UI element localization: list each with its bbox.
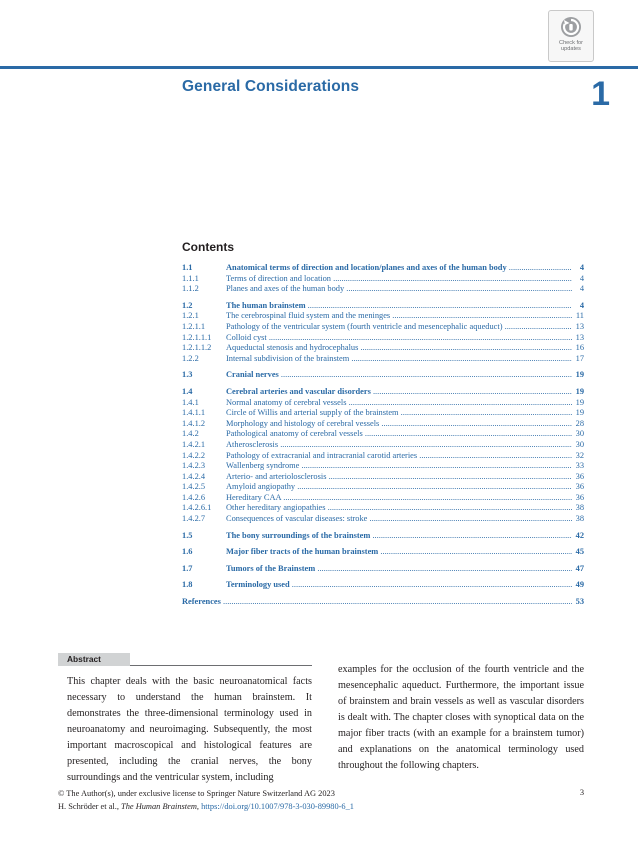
toc-entry-title: Planes and axes of the human body ..... <box>226 284 572 295</box>
toc-entry-page: 19 <box>575 370 584 380</box>
toc-entry[interactable] <box>182 322 584 333</box>
toc-entry-page: 4 <box>579 284 584 294</box>
toc-entry-page: 4 <box>579 300 584 310</box>
toc-entry-number: 1.3 <box>182 370 193 380</box>
toc-entry-title: Wallenberg syndrome ..... <box>226 461 572 472</box>
toc-entry-number: 1.1 <box>182 263 193 272</box>
toc-entry[interactable] <box>182 311 584 322</box>
check-updates-icon <box>560 16 582 38</box>
toc-entry-title: Aqueductal stenosis and hydrocephalus ..... <box>226 343 572 354</box>
table-of-contents <box>182 263 584 608</box>
toc-entry-number: 1.4.1 <box>182 397 199 407</box>
toc-entry-page: 19 <box>575 397 584 407</box>
badge-label-1: Check for <box>559 40 583 46</box>
toc-entry[interactable] <box>182 408 584 419</box>
toc-entry-number: 1.4.2.4 <box>182 471 206 481</box>
toc-entry[interactable] <box>182 451 584 462</box>
toc-entry-number: 1.2.2 <box>182 353 199 363</box>
toc-entry-title: Morphology and histology of cerebral vessels ..... <box>226 419 572 430</box>
toc-entry-title: Terms of direction and location ..... <box>226 274 572 285</box>
abstract-text-left: This chapter deals with the basic neuroanatomical facts necessary to understand the human brainstem. It demonstrates the three-dimensional terminology used in neuroanatomy and neuroimaging. Subsequently, the most important macroscopical and histological features are presented, including the cranial nerves, the bony surroundings and the ventricular system, including <box>67 676 312 783</box>
toc-entry[interactable] <box>182 343 584 354</box>
toc-entry-title: Amyloid angiopathy ..... <box>226 482 572 493</box>
badge-label-2: updates <box>561 46 581 53</box>
toc-entry[interactable] <box>182 597 584 608</box>
toc-entry-page: 16 <box>575 343 584 353</box>
footer-authors: H. Schröder et al., <box>58 801 119 811</box>
toc-entry[interactable] <box>182 429 584 440</box>
footer-citation <box>58 788 354 813</box>
toc-entry-number: 1.5 <box>182 530 193 540</box>
toc-entry[interactable] <box>182 564 584 575</box>
chapter-number: 1 <box>591 75 610 113</box>
toc-entry-page: 13 <box>575 321 584 331</box>
toc-entry-page: 4 <box>579 273 584 283</box>
abstract-text-right: examples for the occlusion of the fourth ventricle and the mesencephalic aqueduct. Furthermore, the important issue of brainstem and brain vessels as well as vascular disorders is dealt with. The chapter closes with synoptical data on the major fiber tracts (with an example for a brainstem tumor) and explanations on the anatomical terminology used throughout the following chapters. <box>338 664 584 771</box>
toc-entry-title: Circle of Willis and arterial supply of the brainstem ..... <box>226 408 572 419</box>
toc-entry-title: Other hereditary angiopathies ..... <box>226 503 572 514</box>
toc-entry-number: 1.4.2 <box>182 429 199 439</box>
toc-entry-number: 1.4.2.3 <box>182 461 206 471</box>
toc-entry-page: 30 <box>575 439 584 449</box>
toc-entry-number: 1.2.1.1.2 <box>182 343 212 353</box>
toc-entry-title: The cerebrospinal fluid system and the meninges ..... <box>226 311 572 322</box>
toc-entry-page: 11 <box>575 311 584 321</box>
abstract-label: Abstract <box>58 653 130 666</box>
toc-entry-page: 30 <box>575 429 584 439</box>
toc-entry[interactable] <box>182 301 584 312</box>
toc-entry[interactable] <box>182 370 584 381</box>
abstract-header <box>58 653 312 666</box>
toc-entry-number: 1.2 <box>182 300 193 310</box>
footer-doi-link[interactable]: https://doi.org/10.1007/978-3-030-89980-6_1 <box>201 801 354 811</box>
toc-entry-number: 1.4.2.1 <box>182 439 206 449</box>
toc-entry-title: Normal anatomy of cerebral vessels ..... <box>226 398 572 409</box>
toc-entry-page: 36 <box>575 482 584 492</box>
toc-entry-number: 1.4.2.6.1 <box>182 503 212 513</box>
toc-entry-number: 1.4.2.7 <box>182 514 206 524</box>
toc-entry[interactable] <box>182 419 584 430</box>
toc-entry-number: 1.4.1.1 <box>182 408 206 418</box>
toc-entry-page: 19 <box>575 408 584 418</box>
toc-entry-page: 19 <box>575 386 584 396</box>
toc-entry-number: 1.1.1 <box>182 273 199 283</box>
footer-book-title: The Human Brainstem <box>121 801 197 811</box>
toc-entry-number: 1.4.2.5 <box>182 482 206 492</box>
toc-entry-number: 1.8 <box>182 580 193 590</box>
toc-entry-title: Colloid cyst ..... <box>226 333 572 344</box>
toc-entry[interactable] <box>182 440 584 451</box>
toc-entry-page: 38 <box>575 514 584 524</box>
toc-entry-page: 13 <box>575 332 584 342</box>
toc-entry-page: 45 <box>575 547 584 557</box>
toc-entry-title: Anatomical terms of direction and location/planes and axes of the human body ..... <box>226 263 572 274</box>
toc-entry-title: Pathological anatomy of cerebral vessels ..... <box>226 429 572 440</box>
toc-entry-number: 1.1.2 <box>182 284 199 294</box>
toc-entry-page: 36 <box>575 471 584 481</box>
toc-entry-title: Arterio- and arteriolosclerosis ..... <box>226 472 572 483</box>
check-for-updates-badge[interactable] <box>548 10 594 62</box>
toc-entry-title: Hereditary CAA ..... <box>226 493 572 504</box>
toc-entry-title: The human brainstem ..... <box>226 301 572 312</box>
toc-entry-page: 32 <box>575 450 584 460</box>
toc-entry[interactable] <box>182 461 584 472</box>
toc-entry-number: 1.7 <box>182 563 193 573</box>
footer-copyright: © The Author(s), under exclusive license to Springer Nature Switzerland AG 2023 <box>58 789 335 798</box>
toc-entry-title: Pathology of the ventricular system (fourth ventricle and mesencephalic aqueduct) ..... <box>226 322 572 333</box>
toc-entry-title: Atherosclerosis ..... <box>226 440 572 451</box>
toc-entry-title: Cranial nerves ..... <box>226 370 572 381</box>
toc-entry[interactable] <box>182 354 584 365</box>
toc-entry-number: 1.4.2.6 <box>182 492 206 502</box>
toc-entry-page: 49 <box>575 580 584 590</box>
toc-entry[interactable] <box>182 547 584 558</box>
toc-entry-title: Internal subdivision of the brainstem ..... <box>226 354 572 365</box>
toc-entry[interactable] <box>182 493 584 504</box>
toc-entry-number: 1.4.1.2 <box>182 418 206 428</box>
toc-entry[interactable] <box>182 274 584 285</box>
toc-entry-title: Major fiber tracts of the human brainstem ..... <box>226 547 572 558</box>
footer-reference: H. Schröder et al., The Human Brainstem, https://doi.org/10.1007/978-3-030-89980-6_1 <box>58 801 354 811</box>
toc-entry-page: 36 <box>575 492 584 502</box>
toc-entry-page: 38 <box>575 503 584 513</box>
toc-entry-title: Terminology used ..... <box>226 580 572 591</box>
toc-entry-number: 1.4.2.2 <box>182 450 206 460</box>
toc-entry-page: 4 <box>579 263 584 272</box>
toc-entry[interactable] <box>182 503 584 514</box>
toc-entry-title: References ..... <box>182 597 572 608</box>
toc-entry-title: Pathology of extracranial and intracranial carotid arteries ..... <box>226 451 572 462</box>
toc-entry[interactable] <box>182 398 584 409</box>
toc-entry-title: Consequences of vascular diseases: stroke ..... <box>226 514 572 525</box>
toc-entry-number: 1.2.1.1 <box>182 321 206 331</box>
toc-entry-page: 53 <box>575 597 584 607</box>
toc-entry[interactable] <box>182 482 584 493</box>
toc-entry[interactable] <box>182 387 584 398</box>
toc-entry-title: The bony surroundings of the brainstem ..... <box>226 531 572 542</box>
toc-entry[interactable] <box>182 580 584 591</box>
toc-entry-title: Cerebral arteries and vascular disorders ..... <box>226 387 572 398</box>
toc-entry-page: 17 <box>575 353 584 363</box>
header-rule <box>0 66 638 69</box>
toc-entry-page: 33 <box>575 461 584 471</box>
toc-entry-number: 1.4 <box>182 386 193 396</box>
toc-entry[interactable] <box>182 531 584 542</box>
toc-entry[interactable] <box>182 472 584 483</box>
toc-entry[interactable] <box>182 514 584 525</box>
toc-entry[interactable] <box>182 284 584 295</box>
toc-entry-page: 28 <box>575 418 584 428</box>
toc-entry-number: 1.6 <box>182 547 193 557</box>
toc-entry-number: 1.2.1 <box>182 311 199 321</box>
page-number: 3 <box>579 788 584 797</box>
toc-entry[interactable] <box>182 263 584 274</box>
contents-heading: Contents <box>182 240 234 254</box>
toc-entry-title: Tumors of the Brainstem ..... <box>226 564 572 575</box>
toc-entry-number: 1.2.1.1.1 <box>182 332 212 342</box>
chapter-title: General Considerations <box>182 78 360 95</box>
toc-entry[interactable] <box>182 333 584 344</box>
toc-entry-page: 42 <box>575 530 584 540</box>
toc-entry-page: 47 <box>575 563 584 573</box>
